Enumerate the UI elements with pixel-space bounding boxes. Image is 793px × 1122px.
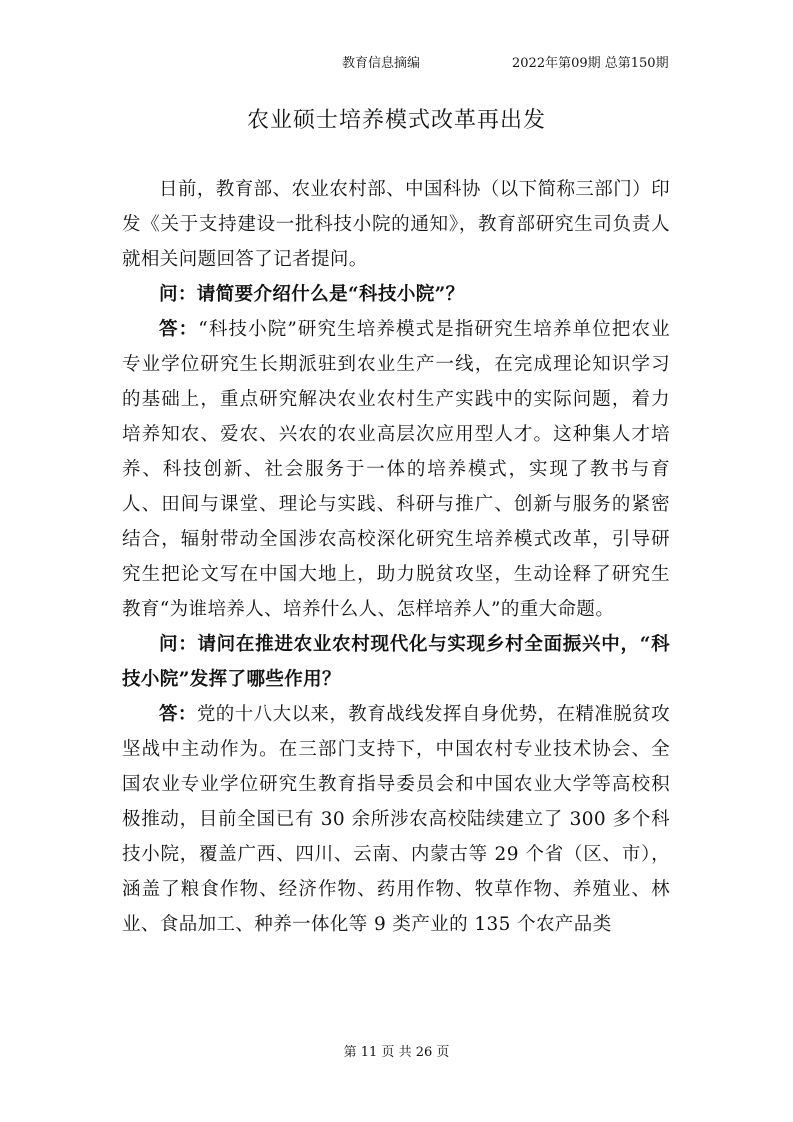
answer-2-text: 党的十八大以来，教育战线发挥自身优势，在精准脱贫攻坚战中主动作为。在三部门支持下，中国农村专业技术协会、全国农业专业学位研究生教育指导委员会和中国农业大学等高校积极推动，目前全国已有 30 余所涉农高校陆续建立了 300 多个科技小院，覆盖广西、四川、云南、内蒙古等 29 个省（区、市），涵盖了粮食作物、经济作物、药用作物、牧草作物、养殖业、林业、食品加工、种养一体化等 9 类产业的 135 个农产品类 [122, 704, 670, 935]
publication-name: 教育信息摘编 [342, 56, 421, 71]
answer-1 [122, 312, 670, 627]
answer-1-label: 答： [159, 319, 199, 340]
question-2: 问：请问在推进农业农村现代化与实现乡村全面振兴中，“科技小院”发挥了哪些作用？ [122, 634, 670, 690]
page-footer: 第 11 页 共 26 页 [343, 1045, 450, 1060]
question-1: 问：请简要介绍什么是“科技小院”？ [159, 284, 465, 305]
answer-2 [122, 697, 670, 942]
issue-number: 2022年第09期 总第150期 [512, 56, 669, 71]
article-body [122, 172, 670, 942]
article-title: 农业硕士培养模式改革再出发 [246, 108, 546, 133]
answer-2-label: 答： [159, 704, 197, 725]
answer-1-text: “科技小院”研究生培养模式是指研究生培养单位把农业专业学位研究生长期派驻到农业生产一线，在完成理论知识学习的基础上，重点研究解决农业农村生产实践中的实际问题，着力培养知农、爱农、兴农的农业高层次应用型人才。这种集人才培养、科技创新、社会服务于一体的培养模式，实现了教书与育人、田间与课堂、理论与实践、科研与推广、创新与服务的紧密结合，辐射带动全国涉农高校深化研究生培养模式改革，引导研究生把论文写在中国大地上，助力脱贫攻坚，生动诠释了研究生教育“为谁培养人、培养什么人、怎样培养人”的重大命题。 [122, 319, 670, 620]
intro-paragraph: 日前，教育部、农业农村部、中国科协（以下简称三部门）印发《关于支持建设一批科技小院的通知》，教育部研究生司负责人就相关问题回答了记者提问。 [122, 179, 670, 270]
page-header [0, 52, 793, 72]
